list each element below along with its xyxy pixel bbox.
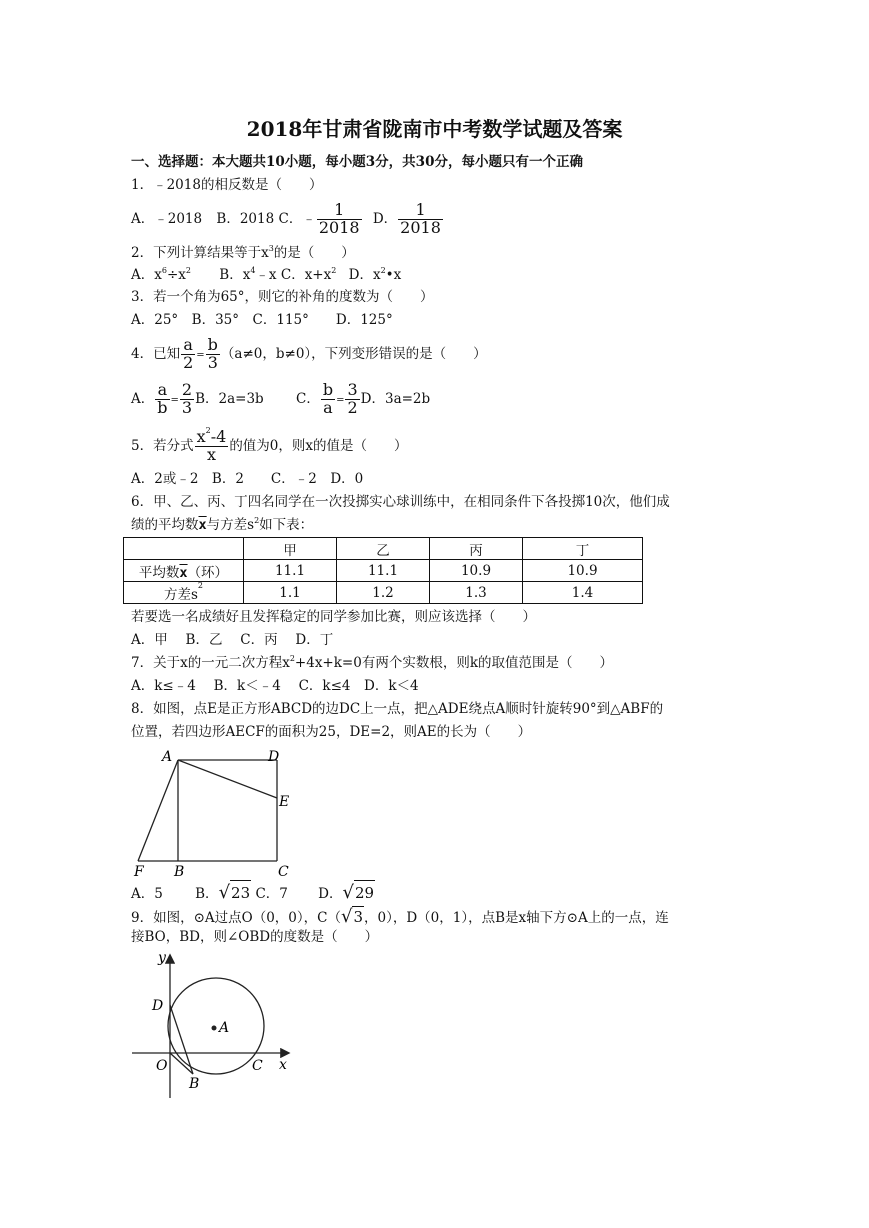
square-figure bbox=[128, 744, 298, 880]
option-c: C． $\frac{b}{a}$ = $\frac{3}{2}$ bbox=[295, 380, 358, 417]
circle-figure bbox=[128, 948, 298, 1104]
label-a: A bbox=[219, 1020, 230, 1036]
question-5-options: A．2或﹣2 B．2 C．﹣2 D．0 bbox=[131, 471, 364, 487]
question-1-stem: 1．﹣2018的相反数是（ ） bbox=[131, 177, 323, 193]
section-heading: 一、选择题：本大题共10小题，每小题3分，共30分，每小题只有一个正确 bbox=[131, 154, 583, 170]
question-5-stem: 5．若分式 $\frac{x^2-4}{x}$ 的值为0，则x的值是（ ） bbox=[131, 426, 408, 464]
table-cell: 11.1 bbox=[337, 560, 430, 582]
option-d: D．$x^2•x$ bbox=[348, 266, 402, 283]
option-c: C．﹣ $\frac{1}{2018}$ bbox=[278, 200, 360, 237]
table-row-label: 方差$s^2$ bbox=[124, 582, 244, 604]
label-y: y bbox=[158, 950, 166, 966]
table-row bbox=[124, 560, 643, 582]
question-3-stem: 3．若一个角为65°，则它的补角的度数为（ ） bbox=[131, 289, 434, 305]
question-7-stem: 7．关于x的一元二次方程$x^2+4x+k=0$有两个实数根，则k的取值范围是（ ） bbox=[131, 654, 614, 671]
option-b: B．2a=3b bbox=[195, 391, 264, 407]
scores-table bbox=[123, 537, 643, 604]
option-a: A．$x^6\div x^2$ bbox=[131, 266, 191, 283]
option-c: C．7 bbox=[255, 886, 288, 902]
table-header-cell: 丙 bbox=[430, 538, 523, 560]
label-o: O bbox=[156, 1058, 168, 1074]
table-cell: 1.3 bbox=[430, 582, 523, 604]
table-header-cell: 丁 bbox=[523, 538, 643, 560]
table-header-cell: 甲 bbox=[244, 538, 337, 560]
label-b: B bbox=[189, 1076, 200, 1092]
question-7-options: A．k≤﹣4 B．k＜﹣4 C．k≤4 D．k＜4 bbox=[131, 678, 419, 694]
option-b: B．√23 bbox=[195, 882, 251, 903]
question-6-stem-line1: 6．甲、乙、丙、丁四名同学在一次投掷实心球训练中，在相同条件下各投掷10次，他们成 bbox=[131, 494, 670, 510]
question-9-stem-line1: 9．如图，⊙A过点O（0，0），C（√3，0），D（0，1），点B是x轴下方⊙A上的一点，连 bbox=[131, 906, 669, 927]
question-6-stem-line2: 绩的平均数$\overline{x}$与方差$s^2$如下表： bbox=[131, 516, 314, 533]
label-f: F bbox=[134, 864, 144, 880]
question-4-options bbox=[131, 381, 430, 417]
center-point-a bbox=[212, 1026, 217, 1031]
option-b: B．2018 bbox=[216, 211, 275, 227]
table-cell: 10.9 bbox=[523, 560, 643, 582]
table-header-cell bbox=[124, 538, 244, 560]
question-4-stem: 4．已知 $\frac{a}{2}$ = $\frac{b}{3}$ （a≠0，b≠0），下列变形错误的是（ ） bbox=[131, 335, 487, 372]
option-a: A．5 bbox=[131, 886, 163, 902]
label-d: D bbox=[268, 749, 280, 765]
label-e: E bbox=[279, 794, 290, 810]
question-2-stem: 2．下列计算结果等于$x^3$的是（ ） bbox=[131, 244, 355, 261]
question-1-options bbox=[131, 201, 444, 237]
table-row-label: 平均数$\overline{x}$（环） bbox=[124, 560, 244, 582]
table-header-row bbox=[124, 538, 643, 560]
question-8-stem-line1: 8．如图，点E是正方形ABCD的边DC上一点，把△ADE绕点A顺时针旋转90°到△ABF的 bbox=[131, 701, 664, 717]
label-a: A bbox=[162, 749, 173, 765]
option-a: A． $\frac{a}{b}$ = $\frac{2}{3}$ bbox=[131, 380, 193, 417]
question-3-options: A．25° B．35° C．115° D．125° bbox=[131, 312, 393, 328]
table-header-cell: 乙 bbox=[337, 538, 430, 560]
page-title: 2018年甘肃省陇南市中考数学试题及答案 bbox=[246, 117, 623, 141]
table-cell: 1.2 bbox=[337, 582, 430, 604]
question-2-options bbox=[131, 266, 402, 283]
circle-a bbox=[168, 978, 264, 1074]
option-a: A．﹣2018 bbox=[131, 211, 203, 227]
segment-ae bbox=[178, 760, 277, 798]
question-6-options: A．甲 B．乙 C．丙 D．丁 bbox=[131, 632, 334, 648]
label-c: C bbox=[252, 1058, 263, 1074]
option-b: B．$x^4﹣x$ bbox=[219, 266, 277, 283]
question-8-stem-line2: 位置，若四边形AECF的面积为25，DE=2，则AE的长为（ ） bbox=[131, 724, 532, 740]
question-9-stem-line2: 接BO，BD，则∠OBD的度数是（ ） bbox=[131, 929, 379, 945]
table-cell: 1.1 bbox=[244, 582, 337, 604]
question-6-question: 若要选一名成绩好且发挥稳定的同学参加比赛，则应该选择（ ） bbox=[131, 609, 536, 625]
option-d: D．3a=2b bbox=[360, 391, 431, 407]
label-d: D bbox=[152, 998, 164, 1014]
option-d: D． $\frac{1}{2018}$ bbox=[372, 200, 441, 237]
table-cell: 1.4 bbox=[523, 582, 643, 604]
segment-af bbox=[138, 760, 178, 861]
label-x: x bbox=[279, 1057, 287, 1073]
table-cell: 10.9 bbox=[430, 560, 523, 582]
option-d: D．√29 bbox=[318, 882, 375, 903]
table-cell: 11.1 bbox=[244, 560, 337, 582]
label-b: B bbox=[174, 864, 185, 880]
label-c: C bbox=[278, 864, 289, 880]
question-8-options bbox=[131, 880, 375, 904]
table-row bbox=[124, 582, 643, 604]
option-c: C．$x+x^2$ bbox=[280, 266, 337, 283]
